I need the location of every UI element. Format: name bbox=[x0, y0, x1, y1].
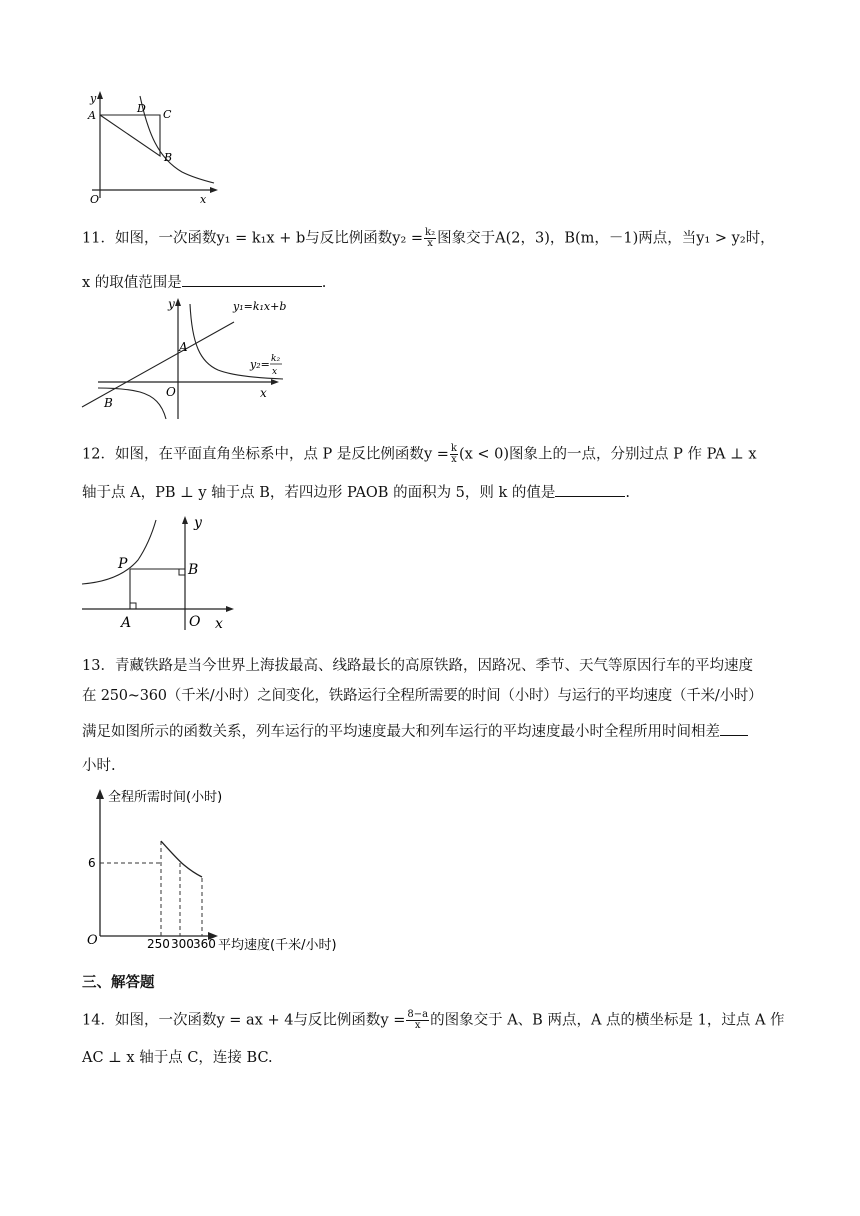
q13-text: 在 250~360（千米/小时）之间变化，铁路运行全程所需要的时间（小时）与运行的平均速度（千米/小时） bbox=[82, 688, 763, 704]
q14-text: 如图，一次函数 bbox=[114, 1012, 217, 1029]
q12-text: 图象上的一点，分别过点 P 作 PA ⊥ x bbox=[509, 446, 757, 463]
q14-text: 的图象交于 A、B 两点，A 点的横坐标是 1，过点 A 作 bbox=[430, 1012, 785, 1029]
fig13-ylabel: 全程所需时间(小时) bbox=[108, 790, 223, 805]
figure-q11 bbox=[78, 294, 298, 424]
q14-line1 bbox=[82, 1010, 785, 1031]
q12-text: . bbox=[625, 485, 631, 501]
section-heading: 三、解答题 bbox=[82, 975, 155, 991]
fig11-line-label: y₁=k₁x+b bbox=[233, 300, 287, 313]
q11-line1 bbox=[82, 228, 775, 249]
fig10-A: A bbox=[88, 109, 96, 122]
q11-line2 bbox=[82, 272, 326, 293]
figure-q13 bbox=[82, 784, 372, 954]
q13-number: 13． bbox=[82, 658, 115, 674]
fig11-curve-label: y₂= bbox=[250, 358, 270, 371]
q13-line4 bbox=[82, 756, 116, 776]
q11-text: . bbox=[321, 275, 327, 291]
q13-text: 满足如图所示的函数关系，列车运行的平均速度最大和列车运行的平均速度最小时全程所用时间相差 bbox=[82, 724, 720, 740]
fig13-xlabel: 平均速度(千米/小时) bbox=[218, 938, 337, 953]
fig11-curve-den: x bbox=[272, 367, 278, 377]
fig11-curve-num: k₂ bbox=[271, 354, 281, 364]
fig10-C: C bbox=[163, 108, 172, 121]
q13-line1 bbox=[82, 656, 753, 676]
q11-number: 11． bbox=[82, 230, 115, 247]
q14-eq2: y = bbox=[380, 1012, 406, 1029]
q14-fraction bbox=[406, 1010, 429, 1031]
q11-text: 与反比例函数 bbox=[305, 230, 393, 247]
fig10-O: O bbox=[90, 193, 100, 206]
q12-line2 bbox=[82, 482, 630, 503]
fig13-tick-250: 250 bbox=[147, 937, 170, 951]
q11-frac-den: x bbox=[427, 238, 433, 249]
fig11-B: B bbox=[104, 396, 113, 410]
q14-number: 14． bbox=[82, 1012, 115, 1029]
q14-frac-den: x bbox=[414, 1020, 421, 1031]
fig11-y: y bbox=[168, 297, 175, 311]
fig13-tick-360: 360 bbox=[193, 937, 216, 951]
fig12-P: P bbox=[118, 556, 128, 572]
q11-text: 图象交于 bbox=[437, 230, 496, 247]
q14-line2 bbox=[82, 1048, 273, 1068]
q14-eq1: y = ax + 4 bbox=[216, 1012, 294, 1029]
fig13-tick-6: 6 bbox=[88, 856, 96, 870]
q12-fraction bbox=[450, 444, 458, 465]
q12-line1 bbox=[82, 444, 757, 465]
q12-number: 12． bbox=[82, 446, 115, 463]
fig12-B: B bbox=[188, 562, 199, 578]
q13-line3 bbox=[82, 721, 748, 742]
fig13-origin: O bbox=[87, 933, 98, 948]
figure-q10 bbox=[82, 88, 222, 208]
fig11-O: O bbox=[166, 385, 176, 399]
fig10-y: y bbox=[90, 92, 97, 105]
q11-fraction bbox=[424, 228, 436, 249]
q12-frac-den: x bbox=[451, 454, 457, 465]
q11-text: x 的取值范围是 bbox=[82, 275, 182, 291]
fig12-y: y bbox=[194, 515, 202, 531]
fig12-O: O bbox=[189, 614, 201, 630]
q14-frac-num: 8−a bbox=[407, 1009, 429, 1020]
q11-points: A(2，3)，B(m，－1) bbox=[495, 230, 639, 247]
q14-text: AC ⊥ x 轴于点 C，连接 BC. bbox=[82, 1050, 273, 1066]
fig10-B: B bbox=[164, 151, 173, 164]
q12-frac-num: k bbox=[450, 443, 457, 454]
q12-text: 轴于点 A，PB ⊥ y 轴于点 B，若四边形 PAOB 的面积为 5，则 k 的值是 bbox=[82, 485, 556, 501]
q11-answer-blank[interactable] bbox=[182, 272, 322, 287]
figure-q12 bbox=[78, 512, 238, 632]
fig13-tick-300: 300 bbox=[171, 937, 194, 951]
q12-eq: y = bbox=[423, 446, 449, 463]
q13-text: 小时. bbox=[82, 758, 116, 774]
q13-answer-blank[interactable] bbox=[720, 721, 748, 736]
q12-text: 如图，在平面直角坐标系中，点 P 是反比例函数 bbox=[114, 446, 424, 463]
q14-text: 与反比例函数 bbox=[293, 1012, 381, 1029]
fig12-x: x bbox=[215, 616, 223, 632]
q11-eq2: y₂ = bbox=[392, 230, 424, 247]
q11-text: 如图，一次函数 bbox=[114, 230, 217, 247]
q11-text: 两点，当 bbox=[638, 230, 697, 247]
q11-text: 时， bbox=[745, 230, 775, 247]
q11-frac-num: k₂ bbox=[425, 227, 436, 238]
fig10-x: x bbox=[200, 193, 207, 206]
q13-line2 bbox=[82, 686, 762, 706]
fig11-A: A bbox=[179, 340, 188, 354]
q11-inequality: y₁ > y₂ bbox=[696, 230, 746, 247]
fig11-x: x bbox=[260, 386, 267, 400]
fig12-A: A bbox=[121, 615, 132, 631]
fig10-D: D bbox=[137, 102, 146, 115]
q12-answer-blank[interactable] bbox=[555, 482, 625, 497]
q12-condition: (x < 0) bbox=[458, 446, 510, 463]
q11-eq1: y₁ = k₁x + b bbox=[216, 230, 306, 247]
q13-text: 青藏铁路是当今世界上海拔最高、线路最长的高原铁路，因路况、季节、天气等原因行车的平均速度 bbox=[114, 658, 753, 674]
